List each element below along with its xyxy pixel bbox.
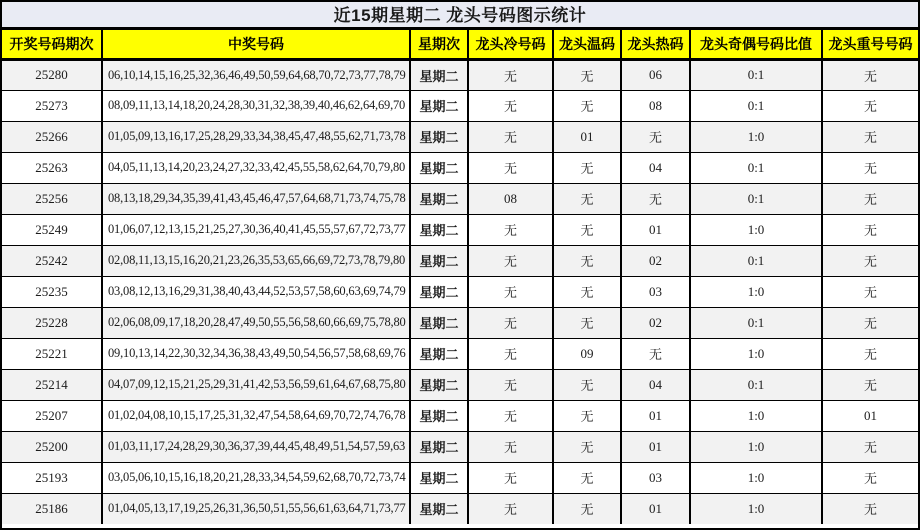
cell-warm-number: 无 — [553, 431, 621, 462]
cell-weekday: 星期二 — [410, 214, 468, 245]
cell-repeat-number: 无 — [822, 90, 918, 121]
cell-repeat-number: 无 — [822, 183, 918, 214]
cell-weekday: 星期二 — [410, 276, 468, 307]
cell-odd-even-ratio: 0:1 — [690, 90, 822, 121]
cell-odd-even-ratio: 1:0 — [690, 276, 822, 307]
cell-cold-number: 无 — [468, 90, 553, 121]
cell-cold-number: 无 — [468, 245, 553, 276]
table-row — [2, 183, 918, 214]
cell-warm-number: 01 — [553, 121, 621, 152]
table-row — [2, 59, 918, 90]
cell-cold-number: 无 — [468, 462, 553, 493]
cell-hot-number: 04 — [621, 369, 690, 400]
cell-winning-numbers: 02,06,08,09,17,18,20,28,47,49,50,55,56,58,60,66,69,75,78,80 — [102, 307, 410, 338]
cell-odd-even-ratio: 1:0 — [690, 338, 822, 369]
table-row — [2, 493, 918, 524]
table-row — [2, 276, 918, 307]
cell-odd-even-ratio: 1:0 — [690, 462, 822, 493]
cell-warm-number: 09 — [553, 338, 621, 369]
cell-weekday: 星期二 — [410, 369, 468, 400]
cell-period: 25186 — [2, 493, 102, 524]
cell-repeat-number: 无 — [822, 369, 918, 400]
header-warm-number: 龙头温码 — [553, 30, 621, 59]
cell-period: 25214 — [2, 369, 102, 400]
cell-repeat-number: 无 — [822, 276, 918, 307]
cell-hot-number: 01 — [621, 400, 690, 431]
header-weekday: 星期次 — [410, 30, 468, 59]
cell-period: 25242 — [2, 245, 102, 276]
cell-repeat-number: 无 — [822, 462, 918, 493]
cell-hot-number: 04 — [621, 152, 690, 183]
cell-weekday: 星期二 — [410, 462, 468, 493]
cell-period: 25228 — [2, 307, 102, 338]
cell-repeat-number: 01 — [822, 400, 918, 431]
cell-hot-number: 无 — [621, 183, 690, 214]
page-title: 近15期星期二 龙头号码图示统计 — [2, 2, 918, 30]
cell-cold-number: 无 — [468, 307, 553, 338]
cell-warm-number: 无 — [553, 307, 621, 338]
cell-cold-number: 无 — [468, 493, 553, 524]
cell-warm-number: 无 — [553, 152, 621, 183]
cell-hot-number: 03 — [621, 276, 690, 307]
cell-winning-numbers: 03,08,12,13,16,29,31,38,40,43,44,52,53,57,58,60,63,69,74,79 — [102, 276, 410, 307]
stats-table — [2, 30, 918, 524]
cell-odd-even-ratio: 1:0 — [690, 121, 822, 152]
cell-hot-number: 02 — [621, 307, 690, 338]
cell-weekday: 星期二 — [410, 431, 468, 462]
cell-odd-even-ratio: 1:0 — [690, 214, 822, 245]
cell-weekday: 星期二 — [410, 307, 468, 338]
header-odd-even-ratio: 龙头奇偶号码比值 — [690, 30, 822, 59]
cell-warm-number: 无 — [553, 214, 621, 245]
cell-odd-even-ratio: 0:1 — [690, 152, 822, 183]
cell-cold-number: 无 — [468, 276, 553, 307]
cell-odd-even-ratio: 0:1 — [690, 59, 822, 90]
cell-warm-number: 无 — [553, 400, 621, 431]
cell-weekday: 星期二 — [410, 245, 468, 276]
cell-hot-number: 06 — [621, 59, 690, 90]
cell-cold-number: 无 — [468, 400, 553, 431]
cell-weekday: 星期二 — [410, 152, 468, 183]
cell-winning-numbers: 04,07,09,12,15,21,25,29,31,41,42,53,56,59,61,64,67,68,75,80 — [102, 369, 410, 400]
cell-odd-even-ratio: 0:1 — [690, 369, 822, 400]
cell-period: 25207 — [2, 400, 102, 431]
cell-period: 25193 — [2, 462, 102, 493]
cell-repeat-number: 无 — [822, 59, 918, 90]
cell-hot-number: 01 — [621, 431, 690, 462]
header-winning-numbers: 中奖号码 — [102, 30, 410, 59]
cell-winning-numbers: 02,08,11,13,15,16,20,21,23,26,35,53,65,66,69,72,73,78,79,80 — [102, 245, 410, 276]
cell-winning-numbers: 04,05,11,13,14,20,23,24,27,32,33,42,45,55,58,62,64,70,79,80 — [102, 152, 410, 183]
cell-winning-numbers: 01,05,09,13,16,17,25,28,29,33,34,38,45,47,48,55,62,71,73,78 — [102, 121, 410, 152]
table-row — [2, 152, 918, 183]
table-header — [2, 30, 918, 59]
cell-repeat-number: 无 — [822, 338, 918, 369]
table-row — [2, 214, 918, 245]
cell-warm-number: 无 — [553, 493, 621, 524]
table-row — [2, 307, 918, 338]
cell-hot-number: 03 — [621, 462, 690, 493]
header-period: 开奖号码期次 — [2, 30, 102, 59]
cell-cold-number: 无 — [468, 338, 553, 369]
cell-period: 25263 — [2, 152, 102, 183]
cell-hot-number: 08 — [621, 90, 690, 121]
table-row — [2, 369, 918, 400]
header-repeat-number: 龙头重号号码 — [822, 30, 918, 59]
cell-cold-number: 无 — [468, 121, 553, 152]
cell-period: 25221 — [2, 338, 102, 369]
table-row — [2, 462, 918, 493]
cell-repeat-number: 无 — [822, 152, 918, 183]
cell-hot-number: 无 — [621, 121, 690, 152]
cell-warm-number: 无 — [553, 183, 621, 214]
header-cold-number: 龙头冷号码 — [468, 30, 553, 59]
cell-period: 25280 — [35, 67, 68, 82]
table-body — [2, 59, 918, 524]
table-row — [2, 400, 918, 431]
cell-odd-even-ratio: 1:0 — [690, 431, 822, 462]
cell-cold-number: 无 — [468, 369, 553, 400]
cell-period: 25273 — [2, 90, 102, 121]
cell-repeat-number: 无 — [822, 493, 918, 524]
cell-winning-numbers: 08,13,18,29,34,35,39,41,43,45,46,47,57,64,68,71,73,74,75,78 — [102, 183, 410, 214]
cell-repeat-number: 无 — [822, 245, 918, 276]
cell-odd-even-ratio: 1:0 — [690, 400, 822, 431]
cell-repeat-number: 无 — [822, 431, 918, 462]
cell-warm-number: 无 — [553, 59, 621, 90]
cell-warm-number: 无 — [553, 276, 621, 307]
cell-cold-number: 无 — [468, 431, 553, 462]
cell-repeat-number: 无 — [822, 214, 918, 245]
cell-odd-even-ratio: 0:1 — [690, 183, 822, 214]
cell-winning-numbers: 03,05,06,10,15,16,18,20,21,28,33,34,54,59,62,68,70,72,73,74 — [102, 462, 410, 493]
cell-weekday: 星期二 — [410, 338, 468, 369]
cell-winning-numbers: 01,03,11,17,24,28,29,30,36,37,39,44,45,48,49,51,54,57,59,63 — [102, 431, 410, 462]
table-row — [2, 338, 918, 369]
cell-weekday: 星期二 — [410, 59, 468, 90]
cell-winning-numbers: 06,10,14,15,16,25,32,36,46,49,50,59,64,68,70,72,73,77,78,79 — [102, 59, 410, 90]
cell-winning-numbers: 01,02,04,08,10,15,17,25,31,32,47,54,58,64,69,70,72,74,76,78 — [102, 400, 410, 431]
cell-winning-numbers: 01,06,07,12,13,15,21,25,27,30,36,40,41,45,55,57,67,72,73,77 — [102, 214, 410, 245]
table-row — [2, 90, 918, 121]
cell-odd-even-ratio: 0:1 — [690, 307, 822, 338]
cell-winning-numbers: 08,09,11,13,14,18,20,24,28,30,31,32,38,39,40,46,62,64,69,70 — [102, 90, 410, 121]
cell-winning-numbers: 09,10,13,14,22,30,32,34,36,38,43,49,50,54,56,57,58,68,69,76 — [102, 338, 410, 369]
cell-period: 25235 — [2, 276, 102, 307]
cell-cold-number: 无 — [468, 59, 553, 90]
cell-cold-number: 08 — [468, 183, 553, 214]
cell-winning-numbers: 01,04,05,13,17,19,25,26,31,36,50,51,55,56,61,63,64,71,73,77 — [102, 493, 410, 524]
cell-period: 25256 — [2, 183, 102, 214]
cell-period: 25249 — [2, 214, 102, 245]
cell-repeat-number: 无 — [822, 121, 918, 152]
cell-odd-even-ratio: 0:1 — [690, 245, 822, 276]
cell-hot-number: 01 — [621, 214, 690, 245]
cell-cold-number: 无 — [468, 152, 553, 183]
cell-period: 25200 — [2, 431, 102, 462]
table-row — [2, 431, 918, 462]
cell-warm-number: 无 — [553, 90, 621, 121]
cell-repeat-number: 无 — [822, 307, 918, 338]
cell-warm-number: 无 — [553, 245, 621, 276]
cell-cold-number: 无 — [468, 214, 553, 245]
cell-hot-number: 无 — [621, 338, 690, 369]
cell-period: 25266 — [2, 121, 102, 152]
cell-weekday: 星期二 — [410, 493, 468, 524]
cell-hot-number: 02 — [621, 245, 690, 276]
cell-weekday: 星期二 — [410, 121, 468, 152]
table-row — [2, 245, 918, 276]
cell-weekday: 星期二 — [410, 90, 468, 121]
cell-hot-number: 01 — [621, 493, 690, 524]
header-hot-number: 龙头热码 — [621, 30, 690, 59]
cell-odd-even-ratio: 1:0 — [690, 493, 822, 524]
cell-weekday: 星期二 — [410, 400, 468, 431]
cell-warm-number: 无 — [553, 462, 621, 493]
table-row — [2, 121, 918, 152]
cell-warm-number: 无 — [553, 369, 621, 400]
cell-weekday: 星期二 — [410, 183, 468, 214]
